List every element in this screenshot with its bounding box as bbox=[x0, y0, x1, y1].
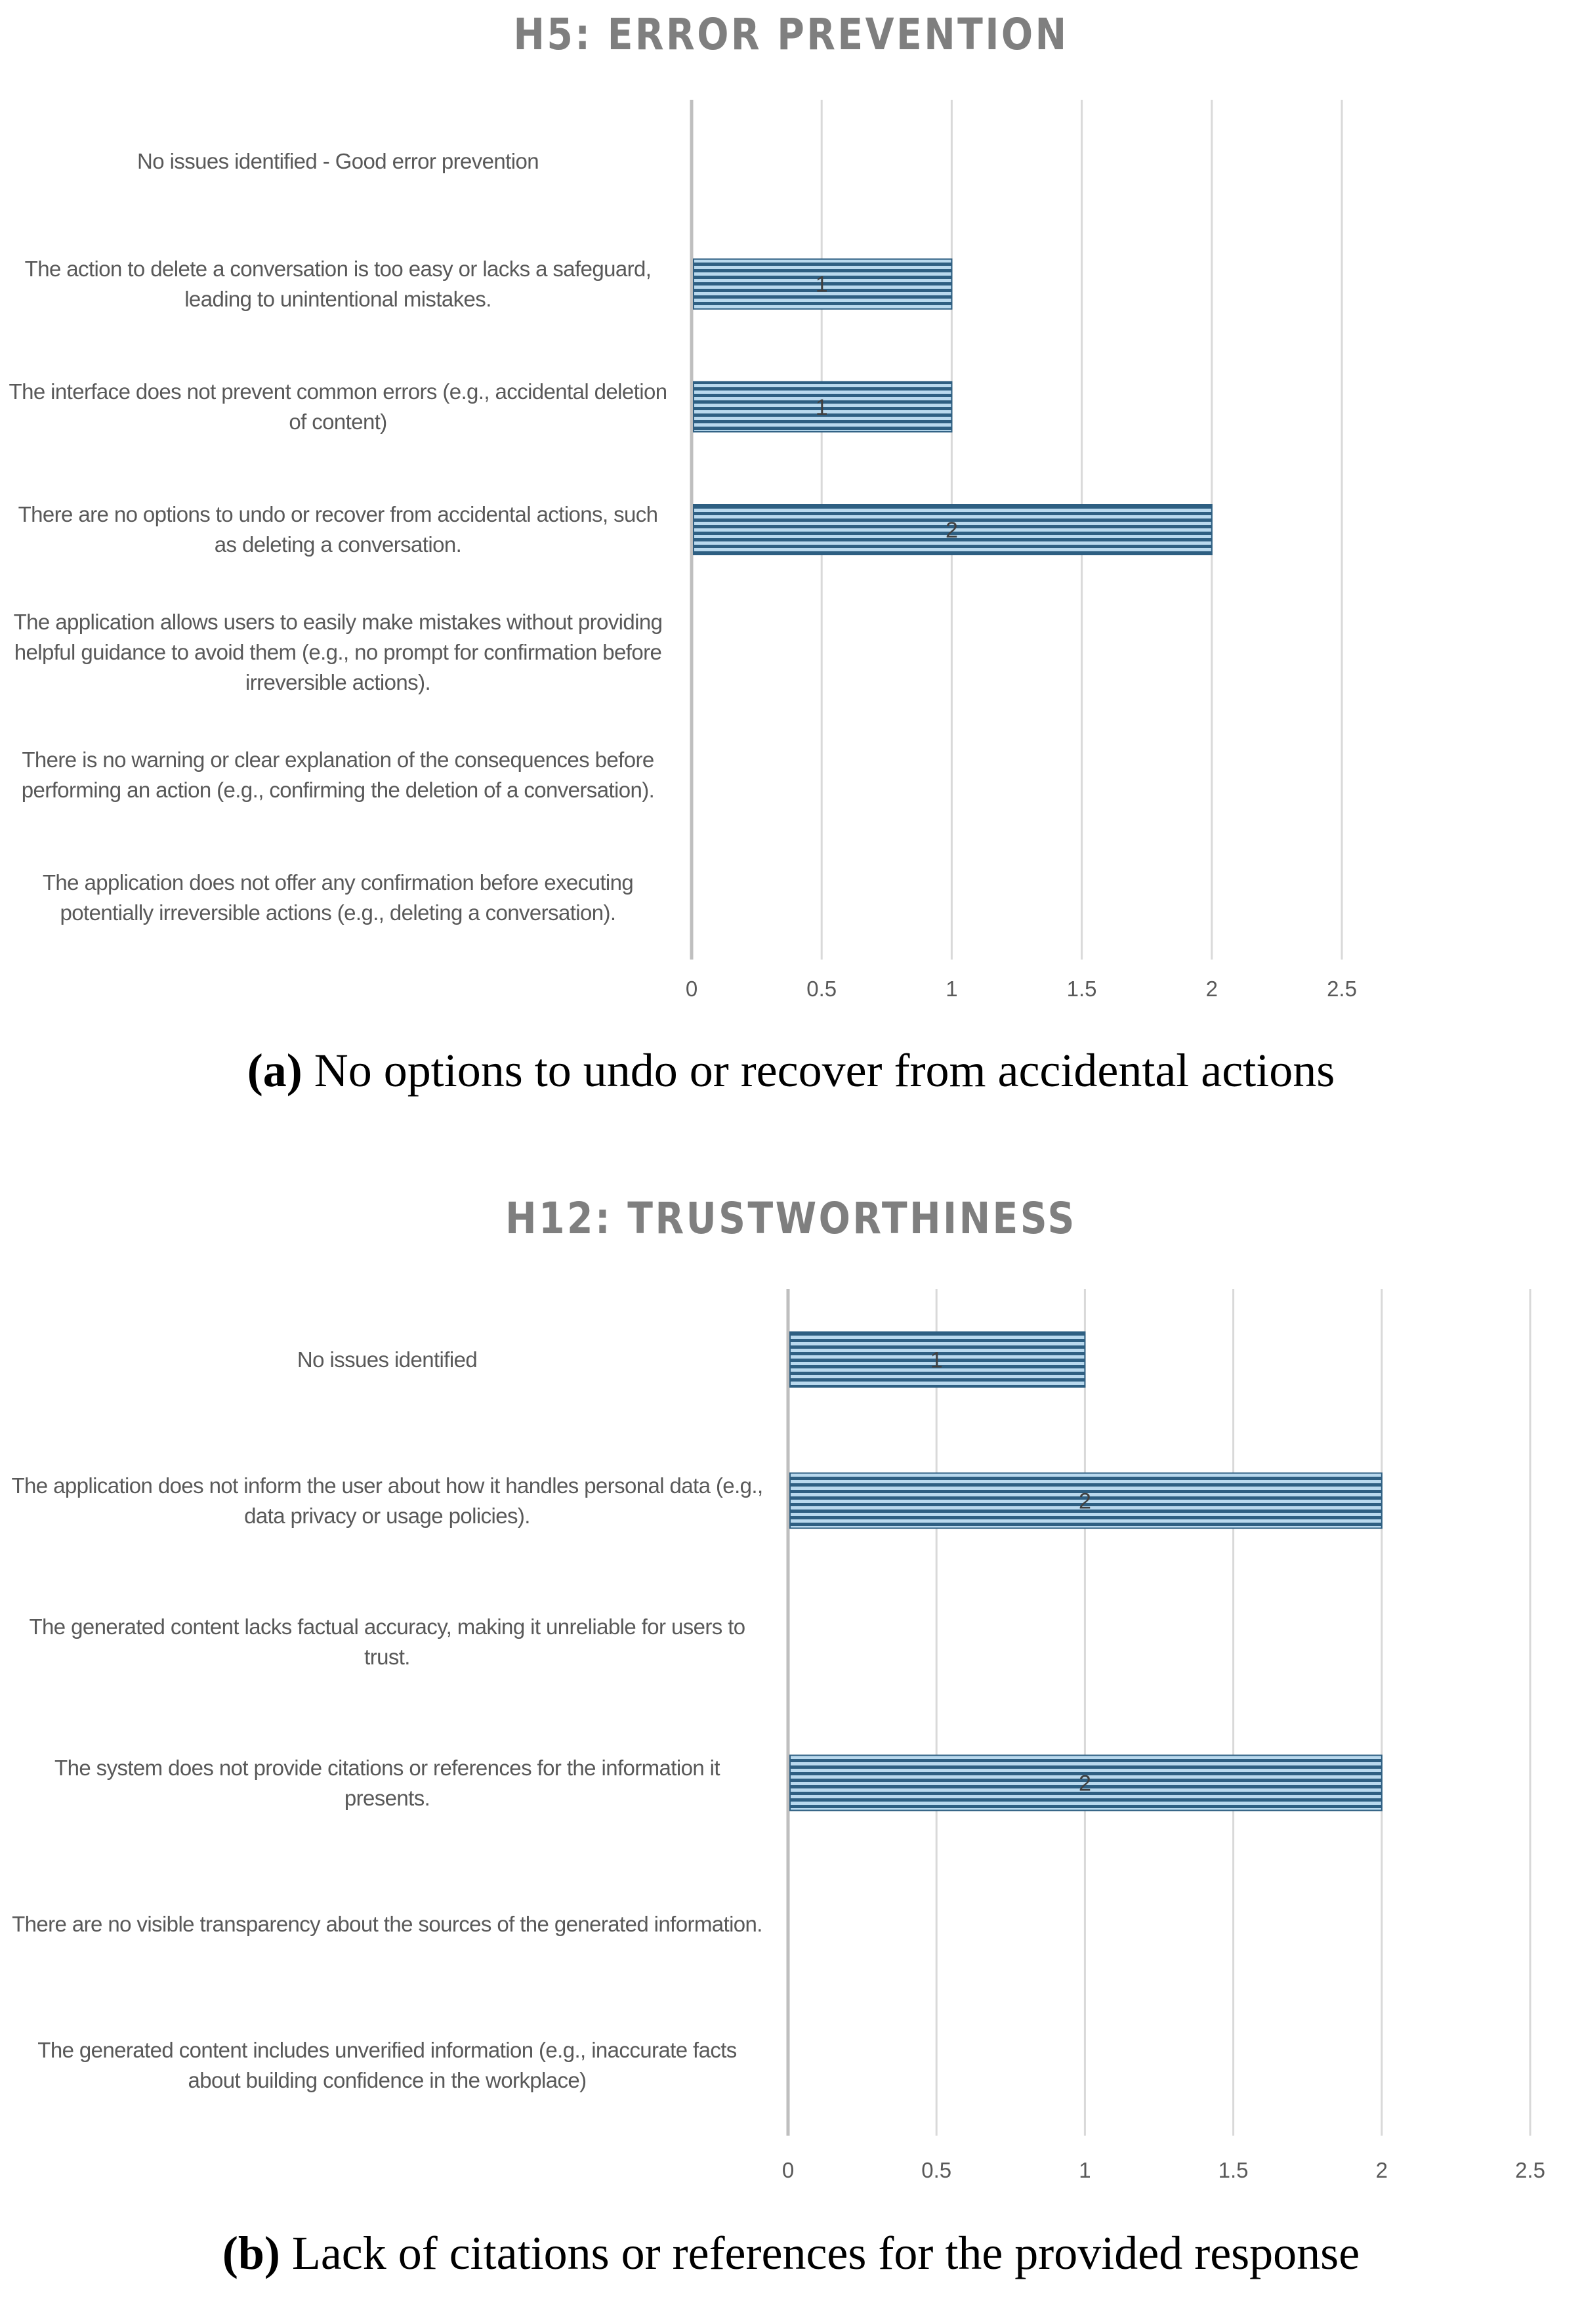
chart-b-caption-letter: (b) bbox=[222, 2227, 280, 2279]
category-label: No issues identified bbox=[297, 1347, 478, 1372]
x-tick-label: 0 bbox=[685, 977, 698, 1001]
category-label: The application allows users to easily make mistakes without providing helpful guidance to avoid them (e.g., no prompt for confirmation before irreversible actions). bbox=[13, 610, 663, 695]
category-label: There are no visible transparency about the sources of the generated information. bbox=[12, 1911, 762, 1936]
x-tick-label: 0.5 bbox=[921, 2158, 952, 2182]
category-label: The generated content includes unverified information (e.g., inaccurate facts about building confidence in the workplace) bbox=[37, 2037, 737, 2092]
bar-data-label: 1 bbox=[815, 272, 828, 297]
chart-a-title: H5: ERROR PREVENTION bbox=[513, 9, 1069, 60]
chart-b-title: H12: TRUSTWORTHINESS bbox=[505, 1193, 1077, 1244]
bar-data-label: 1 bbox=[815, 394, 828, 420]
category-label: There is no warning or clear explanation of the consequences before performing an action (e.g., confirming the deletion of a conversation). bbox=[21, 748, 655, 803]
x-tick-label: 1.5 bbox=[1066, 977, 1097, 1001]
category-label: The system does not provide citations or references for the information it presents. bbox=[54, 1755, 720, 1810]
category-label: There are no options to undo or recover from accidental actions, such as deleting a conversation. bbox=[18, 502, 658, 557]
bar-data-label: 2 bbox=[1078, 1489, 1091, 1514]
bar-data-label: 2 bbox=[1078, 1771, 1091, 1796]
category-label: The generated content lacks factual accuracy, making it unreliable for users to trust. bbox=[29, 1614, 745, 1669]
category-label: The application does not inform the user about how it handles personal data (e.g., data privacy or usage policies). bbox=[11, 1473, 763, 1528]
x-tick-label: 0.5 bbox=[806, 977, 837, 1001]
x-tick-label: 1.5 bbox=[1218, 2158, 1249, 2182]
category-label: The action to delete a conversation is too easy or lacks a safeguard, leading to unintentional mistakes. bbox=[24, 256, 652, 311]
chart-b-caption-text: Lack of citations or references for the provided response bbox=[280, 2227, 1360, 2279]
category-label: No issues identified - Good error prevention bbox=[137, 148, 539, 173]
x-tick-label: 0 bbox=[781, 2158, 795, 2182]
x-tick-label: 2.5 bbox=[1327, 977, 1357, 1001]
x-tick-label: 1 bbox=[1079, 2158, 1091, 2182]
bar-data-label: 2 bbox=[945, 518, 958, 543]
x-tick-label: 2 bbox=[1375, 2158, 1388, 2182]
x-tick-label: 2 bbox=[1205, 977, 1218, 1001]
x-tick-label: 2.5 bbox=[1515, 2158, 1545, 2182]
chart-a-caption-letter: (a) bbox=[247, 1044, 302, 1097]
chart-b-caption bbox=[0, 2226, 1582, 2281]
x-tick-label: 1 bbox=[946, 977, 958, 1001]
category-label: The interface does not prevent common errors (e.g., accidental deletion of content) bbox=[9, 379, 667, 434]
chart-a-caption-text: No options to undo or recover from accidental actions bbox=[302, 1044, 1335, 1097]
category-label: The application does not offer any confirmation before executing potentially irreversible actions (e.g., deleting a conversation). bbox=[42, 870, 634, 925]
bar-data-label: 1 bbox=[930, 1347, 943, 1373]
